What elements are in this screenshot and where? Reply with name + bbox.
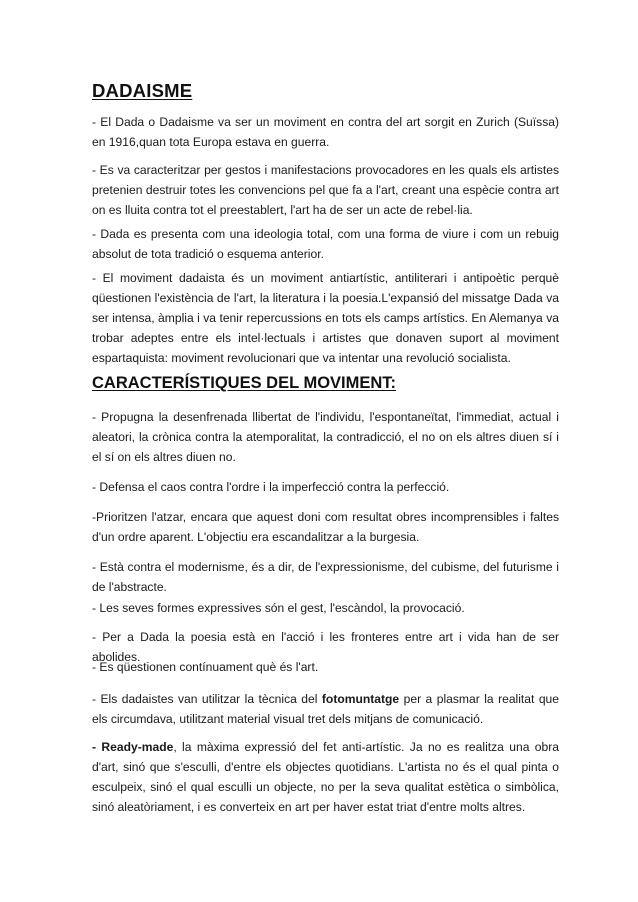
fotomuntatge-term: fotomuntatge (321, 692, 400, 706)
intro-paragraph-1: - El Dada o Dadaisme va ser un moviment en contra del art sorgit en Zurich (Suïssa) en 1916,quan tota Europa estava en guerra. (92, 115, 559, 149)
intro-paragraph-2: - Es va caracteritzar per gestos i manifestacions provocadores en les quals els artistes pretenien destruir totes les convencions pel que fa a l'art, creant una espècie contra art on es lluita contra tot el preestablert, l'art ha de ser un acte de rebel·lia. (92, 163, 559, 217)
fotomuntatge-text-after: per a plasmar la realitat que els circumdava, utilitzant material visual tret dels mitjans de comunicació. (92, 692, 559, 726)
section-title: CARACTERÍSTIQUES DEL MOVIMENT: (92, 374, 397, 392)
feature-3: -Prioritzen l'atzar, encara que aquest doni com resultat obres incomprensibles i faltes d'un ordre aparent. L'objectiu era escandalitzar a la burgesia. (92, 510, 559, 544)
feature-readymade (92, 737, 559, 817)
feature-5: - Les seves formes expressives són el gest, l'escàndol, la provocació. (92, 601, 465, 615)
readymade-term: - Ready-made (92, 740, 174, 754)
fotomuntatge-text-before: - Els dadaistes van utilitzar la tècnica del (92, 692, 322, 706)
feature-2: - Defensa el caos contra l'ordre i la imperfecció contra la perfecció. (92, 480, 450, 494)
readymade-text: , la màxima expressió del fet anti-artístic. Ja no es realitza una obra d'art, sinó que s'esculli, d'entre els objectes quotidians. L'artista no és el qual pinta o esculpeix, sinó el qual esculli un objecte, no per la seva qualitat estètica o simbòlica, sinó aleatòriament, i es converteix en art per haver estat triat d'entre molts altres. (92, 740, 559, 814)
feature-1: - Propugna la desenfrenada llibertat de l'individu, l'espontaneïtat, l'immediat, actual i aleatori, la crònica contra la atemporalitat, la contradicció, el no on els altres diuen sí i el sí on els altres diuen no. (92, 410, 559, 464)
intro-paragraph-4: - El moviment dadaista és un moviment antiartístic, antiliterari i antipoètic perquè qüestionen l'existència de l'art, la literatura i la poesia.L'expansió del missatge Dada va ser intensa, àmplia i va tenir repercussions en tots els camps artístics. En Alemanya va trobar adeptes entre els intel·lectuals i artistes que donaven suport al moviment espartaquista: moviment revolucionari que va intentar una revolució socialista. (92, 271, 559, 365)
feature-7: - Es qüestionen contínuament què és l'art. (92, 660, 319, 674)
feature-4: - Està contra el modernisme, és a dir, de l'expressionisme, del cubisme, del futurisme i de l'abstracte. (92, 560, 559, 594)
intro-paragraph-3: - Dada es presenta com una ideologia total, com una forma de viure i com un rebuig absolut de tota tradició o esquema anterior. (92, 227, 559, 261)
feature-fotomuntatge (92, 689, 559, 729)
feature-6: - Per a Dada la poesia està en l'acció i les fronteres entre art i vida han de ser abolides. (92, 630, 559, 664)
document-title: DADAISME (92, 80, 193, 101)
